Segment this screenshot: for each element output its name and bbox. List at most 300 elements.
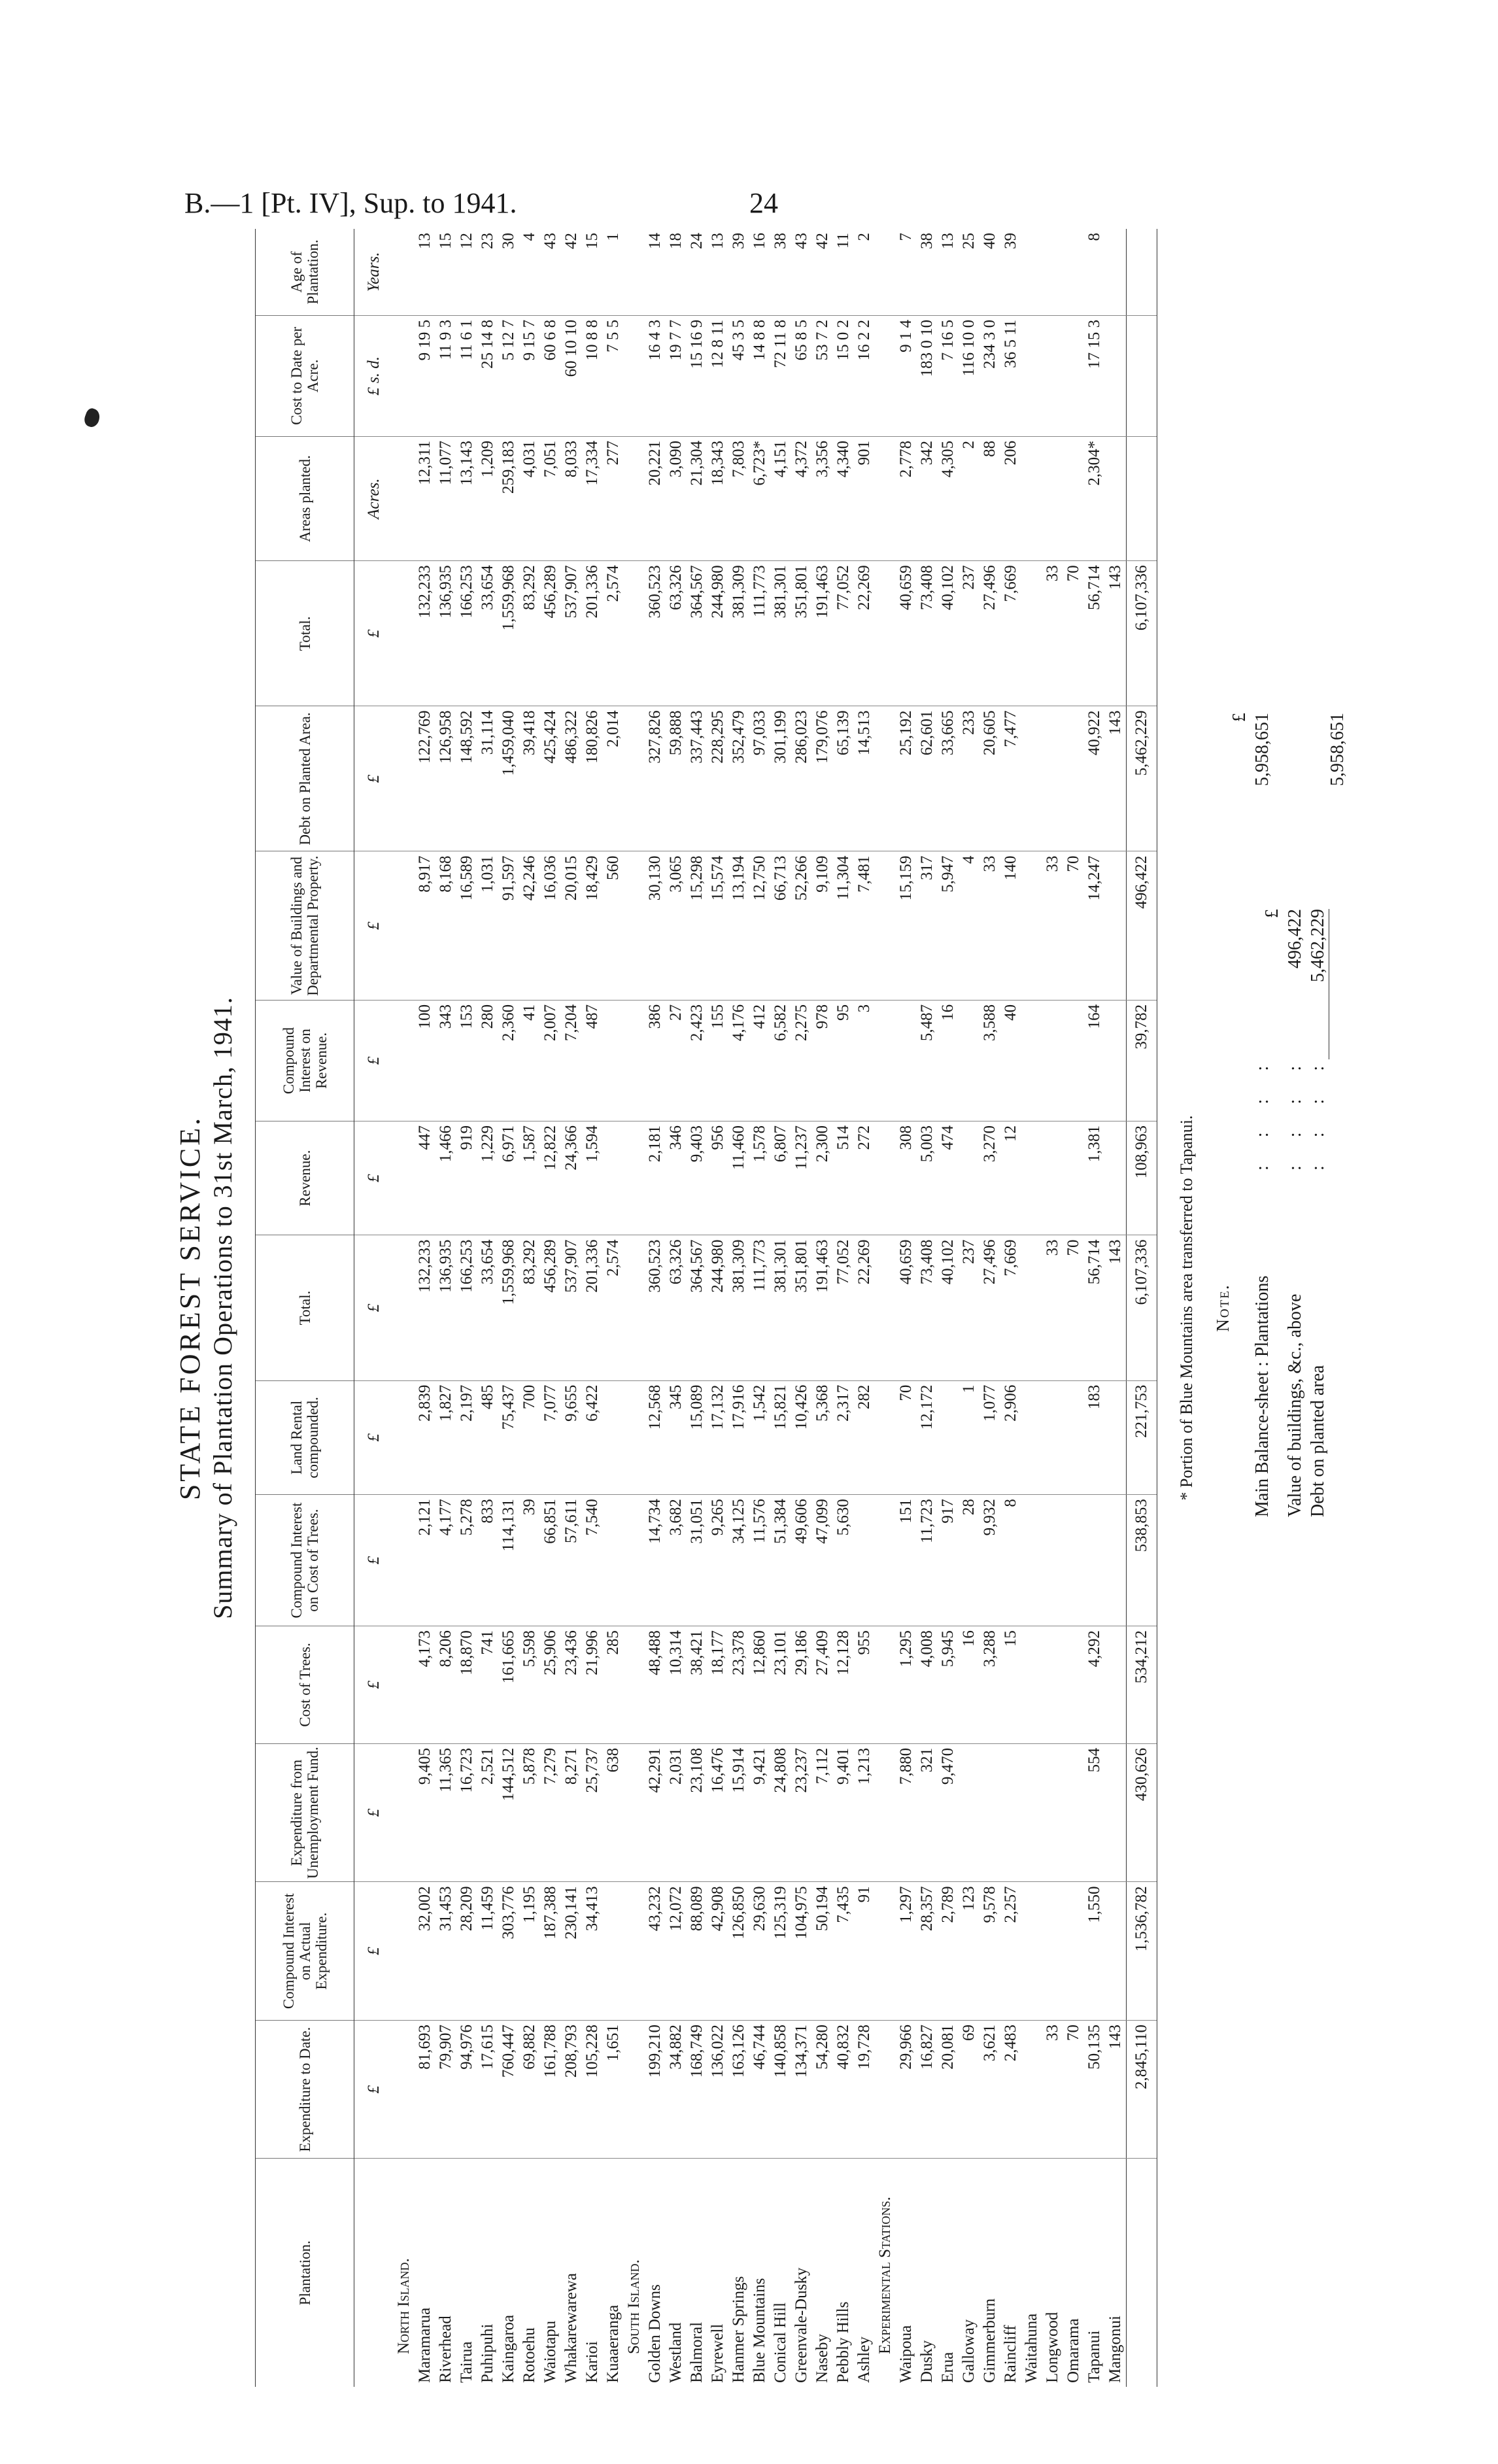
note-debt-value: 5,462,229 — [1308, 909, 1329, 1059]
table-cell: 70 — [896, 1380, 917, 1495]
table-cell: 111,773 — [749, 561, 770, 706]
table-cell: 30,130 — [645, 851, 666, 1000]
unit-cell — [354, 2159, 394, 2387]
table-cell: 16,476 — [707, 1743, 728, 1882]
table-cell: 9,578 — [979, 1882, 1000, 2021]
table-cell: 308 — [896, 1121, 917, 1235]
table-cell: 183 0 10 — [917, 315, 938, 436]
table-cell: 7,803 — [728, 436, 749, 560]
plantation-name: Karioi — [583, 2341, 601, 2383]
total-cell — [1127, 2159, 1157, 2387]
total-cell: 6,107,336 — [1127, 561, 1157, 706]
table-cell: 272 — [854, 1121, 875, 1235]
table-cell: 75,437 — [498, 1380, 519, 1495]
table-cell: 2 — [854, 229, 875, 315]
table-cell: 12 8 11 — [707, 315, 728, 436]
table-cell: 94,976 — [456, 2020, 477, 2159]
table-cell — [1042, 1380, 1063, 1495]
table-cell — [1042, 1000, 1063, 1121]
table-cell: 206 — [1000, 436, 1021, 560]
table-cell: 22,269 — [854, 561, 875, 706]
table-cell: 21,996 — [582, 1626, 603, 1744]
table-cell: 282 — [854, 1380, 875, 1495]
unit-cell: £ — [354, 2020, 394, 2159]
table-cell: 343 — [435, 1000, 456, 1121]
unit-cell: £ — [354, 851, 394, 1000]
table-cell: 485 — [477, 1380, 498, 1495]
table-cell: 208,793 — [561, 2020, 582, 2159]
note-leaders: : : : : — [1252, 1053, 1272, 1171]
table-row — [812, 229, 833, 2387]
table-cell: 412 — [749, 1000, 770, 1121]
table-cell — [1063, 1495, 1084, 1626]
table-cell: 351,801 — [791, 1235, 812, 1380]
total-cell: 496,422 — [1127, 851, 1157, 1000]
table-cell: 4,151 — [770, 436, 791, 560]
table-cell: 15 16 9 — [687, 315, 707, 436]
table-cell: 18,177 — [707, 1626, 728, 1744]
table-cell: 62,601 — [917, 706, 938, 851]
table-cell: 234 3 0 — [979, 315, 1000, 436]
empty-cell — [624, 1626, 645, 1744]
table-cell — [1063, 1121, 1084, 1235]
table-cell: 237 — [959, 561, 979, 706]
table-cell: 20,605 — [979, 706, 1000, 851]
table-cell — [1042, 1743, 1063, 1882]
table-cell: 179,076 — [812, 706, 833, 851]
table-cell: 285 — [603, 1626, 624, 1744]
unit-cell: £ — [354, 1380, 394, 1495]
table-cell: 11,365 — [435, 1743, 456, 1882]
table-cell — [1021, 315, 1042, 436]
table-cell — [1021, 706, 1042, 851]
table-cell: 2,778 — [896, 436, 917, 560]
empty-cell — [624, 1380, 645, 1495]
table-cell — [938, 1380, 959, 1495]
table-cell: 16,036 — [540, 851, 561, 1000]
table-cell: 7,077 — [540, 1380, 561, 1495]
empty-cell — [394, 315, 415, 436]
plantation-name: Longwood — [1044, 2312, 1061, 2383]
table-cell: 27,409 — [812, 1626, 833, 1744]
table-cell — [959, 1743, 979, 1882]
total-cell: 5,462,229 — [1127, 706, 1157, 851]
table-cell: 151 — [896, 1495, 917, 1626]
column-header: Debt on Planted Area. — [256, 706, 354, 851]
section-heading-row — [875, 229, 896, 2387]
table-cell: 6,422 — [582, 1380, 603, 1495]
table-cell: 2,197 — [456, 1380, 477, 1495]
table-cell — [1063, 1000, 1084, 1121]
table-cell: 15 — [1000, 1626, 1021, 1744]
table-row — [687, 229, 707, 2387]
table-cell: 1,578 — [749, 1121, 770, 1235]
table-cell: 27 — [666, 1000, 687, 1121]
empty-cell — [394, 561, 415, 706]
table-cell: 1,031 — [477, 851, 498, 1000]
column-header: Plantation. — [256, 2159, 354, 2387]
table-cell: 16 — [959, 1626, 979, 1744]
table-cell: 381,309 — [728, 1235, 749, 1380]
unit-cell: £ — [354, 706, 394, 851]
table-cell: 163,126 — [728, 2020, 749, 2159]
unit-cell: £ — [354, 1000, 394, 1121]
table-cell: 33 — [1042, 2020, 1063, 2159]
table-row — [435, 229, 456, 2387]
footnote: * Portion of Blue Mountains area transferred to Tapanui. — [1177, 1115, 1196, 1501]
table-cell: 161,788 — [540, 2020, 561, 2159]
table-cell — [1063, 436, 1084, 560]
table-cell: 47,099 — [812, 1495, 833, 1626]
table-cell: 40,659 — [896, 1235, 917, 1380]
table-cell: 7 — [896, 229, 917, 315]
table-cell: 4,176 — [728, 1000, 749, 1121]
table-cell: 18,870 — [456, 1626, 477, 1744]
table-cell: 40 — [979, 229, 1000, 315]
table-cell — [1021, 1235, 1042, 1380]
table-cell: 7,112 — [812, 1743, 833, 1882]
table-cell — [1021, 851, 1042, 1000]
table-cell: 1,587 — [519, 1121, 540, 1235]
plantation-name: Waitahuna — [1023, 2313, 1040, 2383]
table-cell: 10 8 8 — [582, 315, 603, 436]
table-cell: 164 — [1084, 1000, 1105, 1121]
table-cell: 11,304 — [833, 851, 854, 1000]
table-row — [979, 229, 1000, 2387]
table-cell: 7 16 5 — [938, 315, 959, 436]
table-cell — [1105, 1121, 1127, 1235]
table-row — [561, 229, 582, 2387]
table-cell: 20,015 — [561, 851, 582, 1000]
empty-cell — [875, 1882, 896, 2021]
table-cell: 425,424 — [540, 706, 561, 851]
table-cell: 6,807 — [770, 1121, 791, 1235]
table-cell: 33,665 — [938, 706, 959, 851]
table-cell: 360,523 — [645, 1235, 666, 1380]
table-cell: 9,265 — [707, 1495, 728, 1626]
total-cell: 221,753 — [1127, 1380, 1157, 1495]
table-row — [1084, 229, 1105, 2387]
table-cell: 23,108 — [687, 1743, 707, 1882]
table-cell: 2,906 — [1000, 1380, 1021, 1495]
table-row — [1042, 229, 1063, 2387]
table-cell: 1,459,040 — [498, 706, 519, 851]
table-cell: 18,429 — [582, 851, 603, 1000]
table-cell: 50,194 — [812, 1882, 833, 2021]
table-cell: 1,297 — [896, 1882, 917, 2021]
table-cell: 2,181 — [645, 1121, 666, 1235]
unit-cell: £ — [354, 1121, 394, 1235]
table-cell: 88 — [979, 436, 1000, 560]
table-cell — [1021, 1380, 1042, 1495]
table-cell: 5,878 — [519, 1743, 540, 1882]
table-cell: 20,221 — [645, 436, 666, 560]
table-cell — [1042, 436, 1063, 560]
table-cell: 31,453 — [435, 1882, 456, 2021]
table-cell: 39 — [1000, 229, 1021, 315]
empty-cell — [875, 1380, 896, 1495]
table-cell: 9 19 5 — [415, 315, 435, 436]
table-cell: 15,089 — [687, 1380, 707, 1495]
note-leaders: : : : : — [1285, 1053, 1305, 1171]
table-cell: 153 — [456, 1000, 477, 1121]
table-cell — [1021, 229, 1042, 315]
note-leaders: : : : : — [1308, 1053, 1328, 1171]
table-cell: 8,033 — [561, 436, 582, 560]
unit-cell: £ s. d. — [354, 315, 394, 436]
table-cell: 148,592 — [456, 706, 477, 851]
table-cell: 2,839 — [415, 1380, 435, 1495]
rotated-table-page — [173, 229, 1403, 2387]
empty-cell — [624, 2020, 645, 2159]
table-cell: 7,204 — [561, 1000, 582, 1121]
column-header: Age of Plantation. — [256, 229, 354, 315]
plantation-name: Balmoral — [688, 2321, 706, 2383]
table-cell — [1105, 851, 1127, 1000]
table-cell — [1042, 1121, 1063, 1235]
table-cell: 66,851 — [540, 1495, 561, 1626]
document-subtitle: Summary of Plantation Operations to 31st March, 1941. — [208, 997, 237, 1619]
table-cell: 919 — [456, 1121, 477, 1235]
table-cell: 2,275 — [791, 1000, 812, 1121]
unit-cell: £ — [354, 1882, 394, 2021]
table-cell: 191,463 — [812, 561, 833, 706]
plantation-name: Dusky — [918, 2340, 936, 2383]
table-cell: 77,052 — [833, 1235, 854, 1380]
table-cell: 8,168 — [435, 851, 456, 1000]
table-cell: 28 — [959, 1495, 979, 1626]
table-cell: 25,737 — [582, 1743, 603, 1882]
table-cell: 8,917 — [415, 851, 435, 1000]
table-cell — [1105, 1495, 1127, 1626]
table-cell — [1105, 1743, 1127, 1882]
table-cell: 65,139 — [833, 706, 854, 851]
table-cell: 95 — [833, 1000, 854, 1121]
table-cell: 327,826 — [645, 706, 666, 851]
plantation-name: Riverhead — [437, 2316, 454, 2383]
table-cell: 155 — [707, 1000, 728, 1121]
table-cell: 6,723* — [749, 436, 770, 560]
table-cell: 111,773 — [749, 1235, 770, 1380]
table-cell — [1042, 1882, 1063, 2021]
table-cell: 15,574 — [707, 851, 728, 1000]
table-cell — [1105, 1380, 1127, 1495]
table-cell: 199,210 — [645, 2020, 666, 2159]
table-cell: 17,615 — [477, 2020, 498, 2159]
table-cell: 53 7 2 — [812, 315, 833, 436]
table-cell: 345 — [666, 1380, 687, 1495]
table-cell: 12,128 — [833, 1626, 854, 1744]
note-buildings-value: 496,422 — [1285, 909, 1305, 968]
table-cell: 474 — [938, 1121, 959, 1235]
table-cell: 1,594 — [582, 1121, 603, 1235]
table-cell: 3,065 — [666, 851, 687, 1000]
empty-cell — [624, 1121, 645, 1235]
table-cell: 54,280 — [812, 2020, 833, 2159]
table-cell: 33,654 — [477, 561, 498, 706]
table-cell: 33 — [1042, 561, 1063, 706]
table-cell: 143 — [1105, 706, 1127, 851]
table-cell: 12,072 — [666, 1882, 687, 2021]
unit-cell: £ — [354, 1495, 394, 1626]
table-cell — [1105, 436, 1127, 560]
table-cell: 201,336 — [582, 561, 603, 706]
empty-cell — [875, 1626, 896, 1744]
table-cell: 116 10 0 — [959, 315, 979, 436]
table-cell: 43,232 — [645, 1882, 666, 2021]
plantation-name: Golden Downs — [646, 2284, 664, 2383]
unit-cell: £ — [354, 1626, 394, 1744]
table-cell: 51,384 — [770, 1495, 791, 1626]
table-cell: 29,630 — [749, 1882, 770, 2021]
table-cell — [854, 1495, 875, 1626]
table-row — [582, 229, 603, 2387]
table-cell: 381,301 — [770, 1235, 791, 1380]
table-cell: 105,228 — [582, 2020, 603, 2159]
table-cell: 24,366 — [561, 1121, 582, 1235]
plantation-name: Mangonui — [1106, 2316, 1124, 2383]
table-cell: 2,257 — [1000, 1882, 1021, 2021]
table-row — [854, 229, 875, 2387]
table-header-row — [256, 229, 354, 2387]
table-cell: 9,403 — [687, 1121, 707, 1235]
table-cell: 6,582 — [770, 1000, 791, 1121]
table-cell: 143 — [1105, 561, 1127, 706]
table-cell: 352,479 — [728, 706, 749, 851]
note-buildings-label: Value of buildings, &c., above — [1285, 1293, 1305, 1517]
note-balance-label: Main Balance-sheet : Plantations — [1252, 1275, 1272, 1517]
empty-cell — [624, 1882, 645, 2021]
table-cell: 83,292 — [519, 1235, 540, 1380]
table-cell: 5,947 — [938, 851, 959, 1000]
table-cell: 33 — [1042, 851, 1063, 1000]
table-cell: 97,033 — [749, 706, 770, 851]
table-cell: 16,827 — [917, 2020, 938, 2159]
table-cell: 8 — [1000, 1495, 1021, 1626]
empty-cell — [875, 706, 896, 851]
table-cell: 12 — [456, 229, 477, 315]
table-cell: 7,540 — [582, 1495, 603, 1626]
empty-cell — [624, 1000, 645, 1121]
table-cell: 301,199 — [770, 706, 791, 851]
table-row — [415, 229, 435, 2387]
table-cell: 1,827 — [435, 1380, 456, 1495]
table-cell: 43 — [540, 229, 561, 315]
table-cell: 15,821 — [770, 1380, 791, 1495]
table-cell — [1021, 1000, 1042, 1121]
table-cell — [1042, 315, 1063, 436]
table-cell — [1105, 229, 1127, 315]
table-cell: 15,914 — [728, 1743, 749, 1882]
table-cell: 100 — [415, 1000, 435, 1121]
table-cell: 136,935 — [435, 1235, 456, 1380]
table-cell — [1105, 1626, 1127, 1744]
table-cell: 24,808 — [770, 1743, 791, 1882]
table-cell — [1042, 1495, 1063, 1626]
table-cell: 9,109 — [812, 851, 833, 1000]
table-cell: 741 — [477, 1626, 498, 1744]
table-cell: 280 — [477, 1000, 498, 1121]
table-cell: 63,326 — [666, 561, 687, 706]
table-cell: 7 5 5 — [603, 315, 624, 436]
table-cell: 10,314 — [666, 1626, 687, 1744]
table-cell — [1042, 1626, 1063, 1744]
table-cell: 7,481 — [854, 851, 875, 1000]
table-row — [540, 229, 561, 2387]
unit-cell: Years. — [354, 229, 394, 315]
table-cell: 56,714 — [1084, 561, 1105, 706]
table-cell: 2,789 — [938, 1882, 959, 2021]
table-cell — [1105, 1000, 1127, 1121]
table-cell: 4 — [959, 851, 979, 1000]
table-cell: 126,850 — [728, 1882, 749, 2021]
plantation-name: Erua — [939, 2352, 957, 2383]
table-cell: 136,935 — [435, 561, 456, 706]
empty-cell — [394, 1380, 415, 1495]
table-cell: 18,343 — [707, 436, 728, 560]
table-cell — [603, 1495, 624, 1626]
table-cell: 63,326 — [666, 1235, 687, 1380]
table-cell — [1021, 561, 1042, 706]
table-cell: 1,651 — [603, 2020, 624, 2159]
table-cell: 5,487 — [917, 1000, 938, 1121]
table-cell — [1063, 1743, 1084, 1882]
empty-cell — [875, 851, 896, 1000]
table-cell: 381,301 — [770, 561, 791, 706]
table-cell: 233 — [959, 706, 979, 851]
ink-blot — [82, 407, 102, 429]
column-header: Compound Interest on Cost of Trees. — [256, 1495, 354, 1626]
table-cell: 554 — [1084, 1743, 1105, 1882]
table-cell — [1021, 436, 1042, 560]
table-cell: 11,237 — [791, 1121, 812, 1235]
plantation-name: Maramarua — [416, 2307, 434, 2383]
empty-cell — [624, 1235, 645, 1380]
table-cell: 48,488 — [645, 1626, 666, 1744]
table-cell: 9,421 — [749, 1743, 770, 1882]
empty-cell — [875, 1235, 896, 1380]
table-cell: 52,266 — [791, 851, 812, 1000]
table-row — [833, 229, 854, 2387]
table-cell — [603, 1121, 624, 1235]
table-cell: 25,906 — [540, 1626, 561, 1744]
table-cell: 187,388 — [540, 1882, 561, 2021]
table-cell: 166,253 — [456, 1235, 477, 1380]
table-cell: 14 8 8 — [749, 315, 770, 436]
empty-cell — [624, 229, 645, 315]
table-cell — [1063, 706, 1084, 851]
table-cell: 33,654 — [477, 1235, 498, 1380]
table-cell: 73,408 — [917, 1235, 938, 1380]
table-cell: 10,426 — [791, 1380, 812, 1495]
table-row — [917, 229, 938, 2387]
plantation-name: Tapanui — [1085, 2330, 1103, 2383]
table-cell: 638 — [603, 1743, 624, 1882]
table-cell: 70 — [1063, 2020, 1084, 2159]
table-cell: 40,102 — [938, 1235, 959, 1380]
table-cell: 126,958 — [435, 706, 456, 851]
note-balance-value: 5,958,651 — [1252, 713, 1272, 786]
table-cell: 4,372 — [791, 436, 812, 560]
table-cell: 956 — [707, 1121, 728, 1235]
table-cell: 33 — [1042, 1235, 1063, 1380]
empty-cell — [394, 1743, 415, 1882]
table-cell: 337,443 — [687, 706, 707, 851]
empty-cell — [875, 315, 896, 436]
table-cell: 83,292 — [519, 561, 540, 706]
plantation-name: Hanmer Springs — [730, 2276, 747, 2383]
total-cell: 2,845,110 — [1127, 2020, 1157, 2159]
